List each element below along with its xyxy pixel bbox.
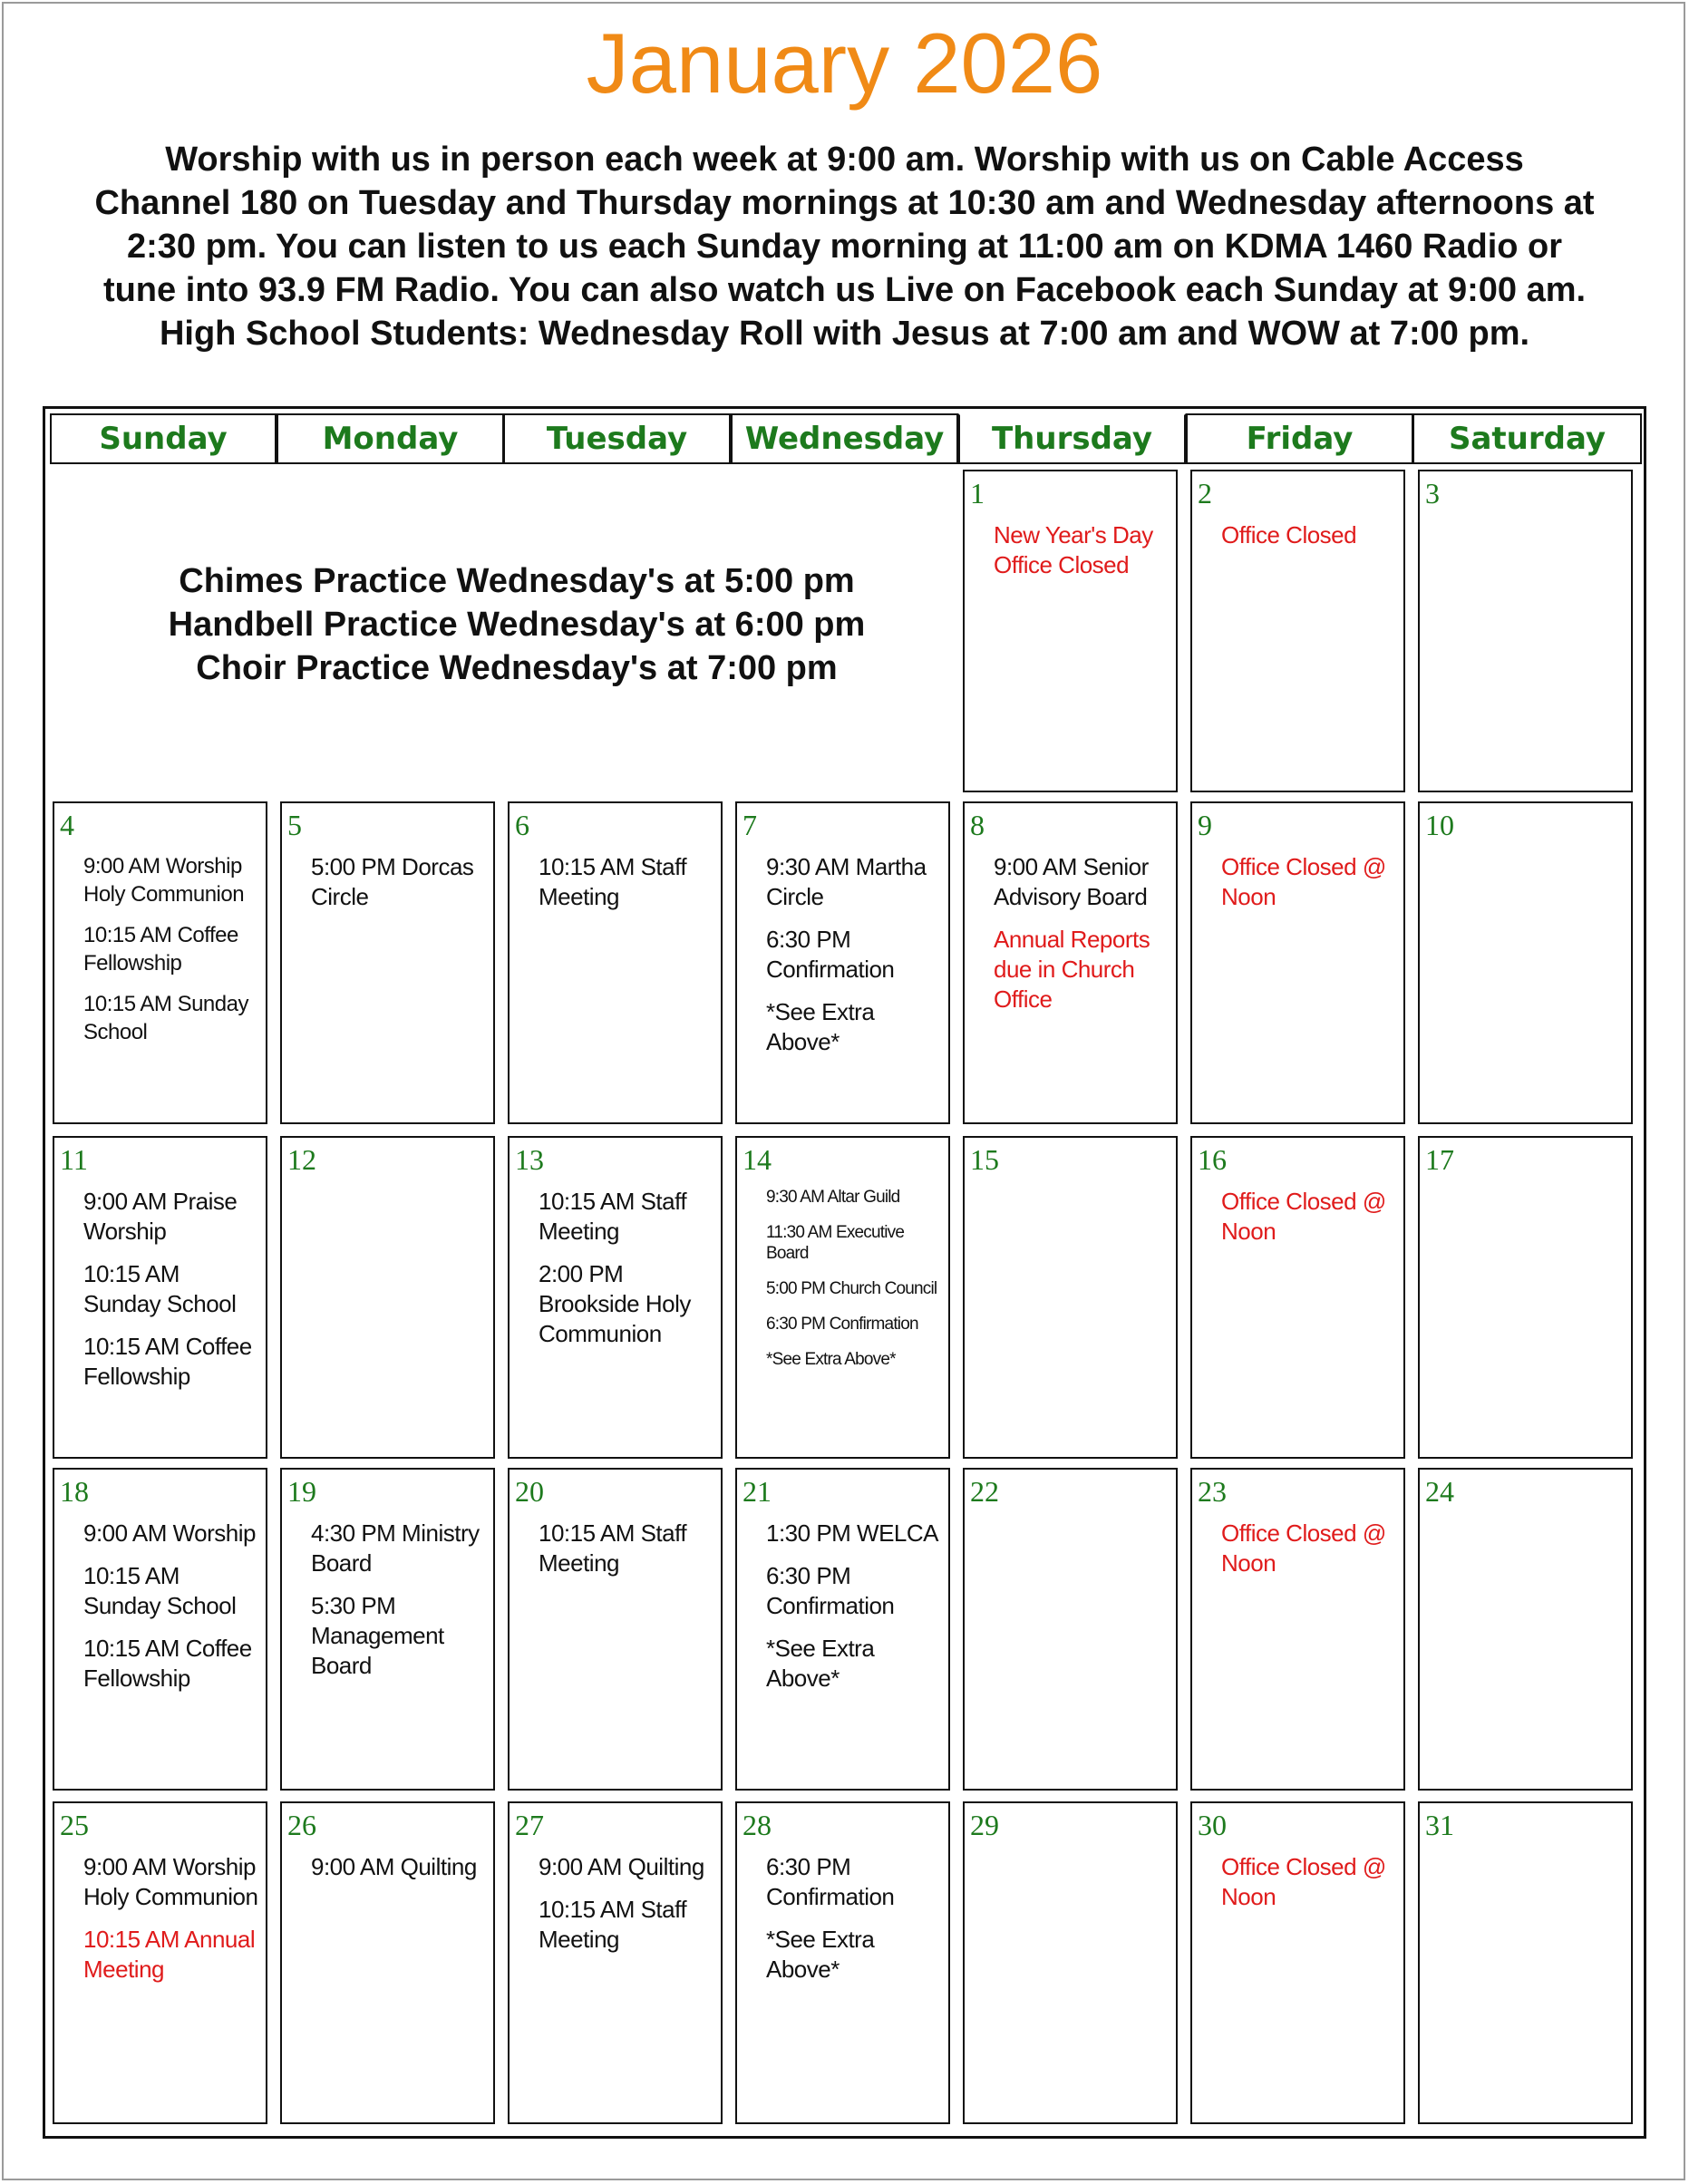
practice-notice xyxy=(45,476,988,793)
calendar-event: 10:15 AM Annual Meeting xyxy=(83,1926,256,1983)
day-cell-23 xyxy=(1190,1468,1405,1791)
event-list xyxy=(766,1187,941,1384)
event-list xyxy=(1221,520,1396,563)
date-number: 19 xyxy=(287,1475,316,1508)
calendar-event: Office Closed @ Noon xyxy=(1221,853,1386,910)
calendar-event: *See Extra Above* xyxy=(766,1350,896,1369)
day-cell-3 xyxy=(1418,470,1633,792)
day-cell-10 xyxy=(1418,801,1633,1124)
intro-line: Channel 180 on Tuesday and Thursday mornings at 10:30 am and Wednesday afternoons at xyxy=(94,184,1595,222)
date-number: 1 xyxy=(970,477,985,510)
date-number: 28 xyxy=(743,1809,772,1841)
calendar-event: 4:30 PM Ministry Board xyxy=(311,1519,480,1577)
calendar-event: 10:15 AM Staff Meeting xyxy=(539,1519,687,1577)
date-number: 24 xyxy=(1425,1475,1454,1508)
date-number: 31 xyxy=(1425,1809,1454,1841)
date-number: 26 xyxy=(287,1809,316,1841)
date-number: 11 xyxy=(60,1143,88,1176)
calendar-event: Annual Reports due in Church Office xyxy=(994,926,1150,1013)
event-list xyxy=(83,852,258,1059)
calendar-event: 9:00 AM Quilting xyxy=(539,1853,704,1880)
day-cell-21 xyxy=(735,1468,950,1791)
intro-line: 2:30 pm. You can listen to us each Sunday morning at 11:00 am on KDMA 1460 Radio or xyxy=(126,228,1563,266)
calendar-event: 6:30 PM Confirmation xyxy=(766,1853,895,1910)
date-number: 30 xyxy=(1198,1809,1227,1841)
date-number: 5 xyxy=(287,809,302,841)
calendar-event: 2:00 PM Brookside Holy Communion xyxy=(539,1260,691,1347)
calendar-event: 6:30 PM Confirmation xyxy=(766,1315,918,1334)
event-list xyxy=(1221,1852,1396,1925)
day-cell-31 xyxy=(1418,1801,1633,2124)
date-number: 8 xyxy=(970,809,985,841)
calendar-event: *See Extra Above* xyxy=(766,998,875,1055)
notice-line: Choir Practice Wednesday's at 7:00 pm xyxy=(196,649,838,687)
date-number: 2 xyxy=(1198,477,1212,510)
event-list xyxy=(766,1852,941,1997)
date-number: 10 xyxy=(1425,809,1454,841)
calendar-event: *See Extra Above* xyxy=(766,1926,875,1983)
date-number: 21 xyxy=(743,1475,772,1508)
calendar-event: 9:00 AM Worship xyxy=(83,1519,257,1547)
calendar-event: Office Closed @ Noon xyxy=(1221,1519,1386,1577)
intro-line: tune into 93.9 FM Radio. You can also watch us Live on Facebook each Sunday at 9:00 am. xyxy=(102,271,1587,309)
event-list xyxy=(311,852,486,925)
calendar-event: 5:00 PM Church Council xyxy=(766,1279,937,1298)
calendar-title: January 2026 xyxy=(586,15,1103,111)
day-cell-17 xyxy=(1418,1136,1633,1459)
date-number: 12 xyxy=(287,1143,316,1176)
day-cell-24 xyxy=(1418,1468,1633,1791)
event-list xyxy=(1221,1519,1396,1591)
day-header-tuesday: Tuesday xyxy=(503,413,731,464)
date-number: 4 xyxy=(60,809,74,841)
day-cell-19 xyxy=(280,1468,495,1791)
day-cell-8 xyxy=(963,801,1178,1124)
date-number: 20 xyxy=(515,1475,544,1508)
calendar-event: 9:00 AM Senior Advisory Board xyxy=(994,853,1149,910)
date-number: 9 xyxy=(1198,809,1212,841)
day-cell-29 xyxy=(963,1801,1178,2124)
calendar-event: 9:30 AM Altar Guild xyxy=(766,1188,900,1207)
day-cell-15 xyxy=(963,1136,1178,1459)
day-cell-26 xyxy=(280,1801,495,2124)
calendar-event: 1:30 PM WELCA xyxy=(766,1519,939,1547)
event-list xyxy=(994,852,1169,1027)
date-number: 15 xyxy=(970,1143,999,1176)
calendar-event: 9:00 AM Worship Holy Communion xyxy=(83,854,245,907)
day-header-saturday: Saturday xyxy=(1412,413,1642,464)
calendar-event: 6:30 PM Confirmation xyxy=(766,1562,895,1619)
date-number: 3 xyxy=(1425,477,1440,510)
notice-line: Chimes Practice Wednesday's at 5:00 pm xyxy=(179,562,855,600)
calendar-event: New Year's Day Office Closed xyxy=(994,521,1153,578)
calendar-event: 9:00 AM Worship Holy Communion xyxy=(83,1853,258,1910)
calendar-event: 10:15 AM Staff Meeting xyxy=(539,1896,687,1953)
notice-line: Handbell Practice Wednesday's at 6:00 pm xyxy=(168,606,866,644)
day-cell-7 xyxy=(735,801,950,1124)
event-list xyxy=(539,1519,713,1591)
calendar-event: 10:15 AM Sunday School xyxy=(83,1562,237,1619)
date-number: 14 xyxy=(743,1143,772,1176)
date-number: 6 xyxy=(515,809,529,841)
calendar-event: 5:00 PM Dorcas Circle xyxy=(311,853,474,910)
day-header-friday: Friday xyxy=(1186,413,1413,464)
day-cell-13 xyxy=(508,1136,723,1459)
day-header-monday: Monday xyxy=(277,413,504,464)
intro-line: Worship with us in person each week at 9:00 am. Worship with us on Cable Access xyxy=(165,141,1524,179)
calendar-event: 10:15 AM Coffee Fellowship xyxy=(83,1333,252,1390)
event-list xyxy=(766,852,941,1070)
day-header-thursday: Thursday xyxy=(958,413,1186,464)
calendar-event: 11:30 AM Executive Board xyxy=(766,1223,905,1263)
day-cell-18 xyxy=(53,1468,267,1791)
day-cell-16 xyxy=(1190,1136,1405,1459)
event-list xyxy=(1221,1187,1396,1259)
calendar-event: Office Closed @ Noon xyxy=(1221,1188,1386,1245)
calendar-event: 10:15 AM Coffee Fellowship xyxy=(83,1635,252,1692)
day-cell-14 xyxy=(735,1136,950,1459)
day-cell-30 xyxy=(1190,1801,1405,2124)
day-header-wednesday: Wednesday xyxy=(731,413,958,464)
day-header-sunday: Sunday xyxy=(50,413,277,464)
event-list xyxy=(83,1852,258,1997)
date-number: 18 xyxy=(60,1475,89,1508)
calendar-event: 5:30 PM Management Board xyxy=(311,1592,444,1679)
intro-paragraph xyxy=(27,138,1662,355)
event-list xyxy=(766,1519,941,1706)
day-cell-28 xyxy=(735,1801,950,2124)
day-cell-11 xyxy=(53,1136,267,1459)
calendar-event: 6:30 PM Confirmation xyxy=(766,926,895,983)
event-list xyxy=(311,1519,486,1694)
date-number: 23 xyxy=(1198,1475,1227,1508)
day-cell-22 xyxy=(963,1468,1178,1791)
date-number: 17 xyxy=(1425,1143,1454,1176)
date-number: 7 xyxy=(743,809,757,841)
day-cell-20 xyxy=(508,1468,723,1791)
day-cell-4 xyxy=(53,801,267,1124)
calendar-event: *See Extra Above* xyxy=(766,1635,875,1692)
intro-line: High School Students: Wednesday Roll with Jesus at 7:00 am and WOW at 7:00 pm. xyxy=(159,315,1530,353)
calendar-event: 9:00 AM Praise Worship xyxy=(83,1188,238,1245)
calendar-event: Office Closed xyxy=(1221,521,1357,548)
day-cell-1 xyxy=(963,470,1178,792)
day-cell-25 xyxy=(53,1801,267,2124)
day-cell-12 xyxy=(280,1136,495,1459)
day-cell-5 xyxy=(280,801,495,1124)
calendar-event: Office Closed @ Noon xyxy=(1221,1853,1386,1910)
event-list xyxy=(539,1187,713,1362)
event-list xyxy=(539,852,713,925)
event-list xyxy=(994,520,1169,593)
day-cell-2 xyxy=(1190,470,1405,792)
date-number: 13 xyxy=(515,1143,544,1176)
calendar-event: 9:00 AM Quilting xyxy=(311,1853,477,1880)
calendar-event: 10:15 AM Staff Meeting xyxy=(539,853,687,910)
date-number: 16 xyxy=(1198,1143,1227,1176)
event-list xyxy=(311,1852,486,1895)
date-number: 22 xyxy=(970,1475,999,1508)
date-number: 29 xyxy=(970,1809,999,1841)
calendar-event: 10:15 AM Coffee Fellowship xyxy=(83,923,238,976)
day-cell-9 xyxy=(1190,801,1405,1124)
calendar-event: 10:15 AM Sunday School xyxy=(83,1260,237,1317)
day-cell-6 xyxy=(508,801,723,1124)
calendar-event: 10:15 AM Sunday School xyxy=(83,992,248,1044)
event-list xyxy=(83,1519,258,1706)
calendar-event: 10:15 AM Staff Meeting xyxy=(539,1188,687,1245)
event-list xyxy=(83,1187,258,1404)
day-cell-27 xyxy=(508,1801,723,2124)
date-number: 25 xyxy=(60,1809,89,1841)
date-number: 27 xyxy=(515,1809,544,1841)
event-list xyxy=(1221,852,1396,925)
event-list xyxy=(539,1852,713,1967)
calendar-grid xyxy=(43,406,1646,2139)
calendar-event: 9:30 AM Martha Circle xyxy=(766,853,927,910)
day-header-row xyxy=(50,413,1642,464)
